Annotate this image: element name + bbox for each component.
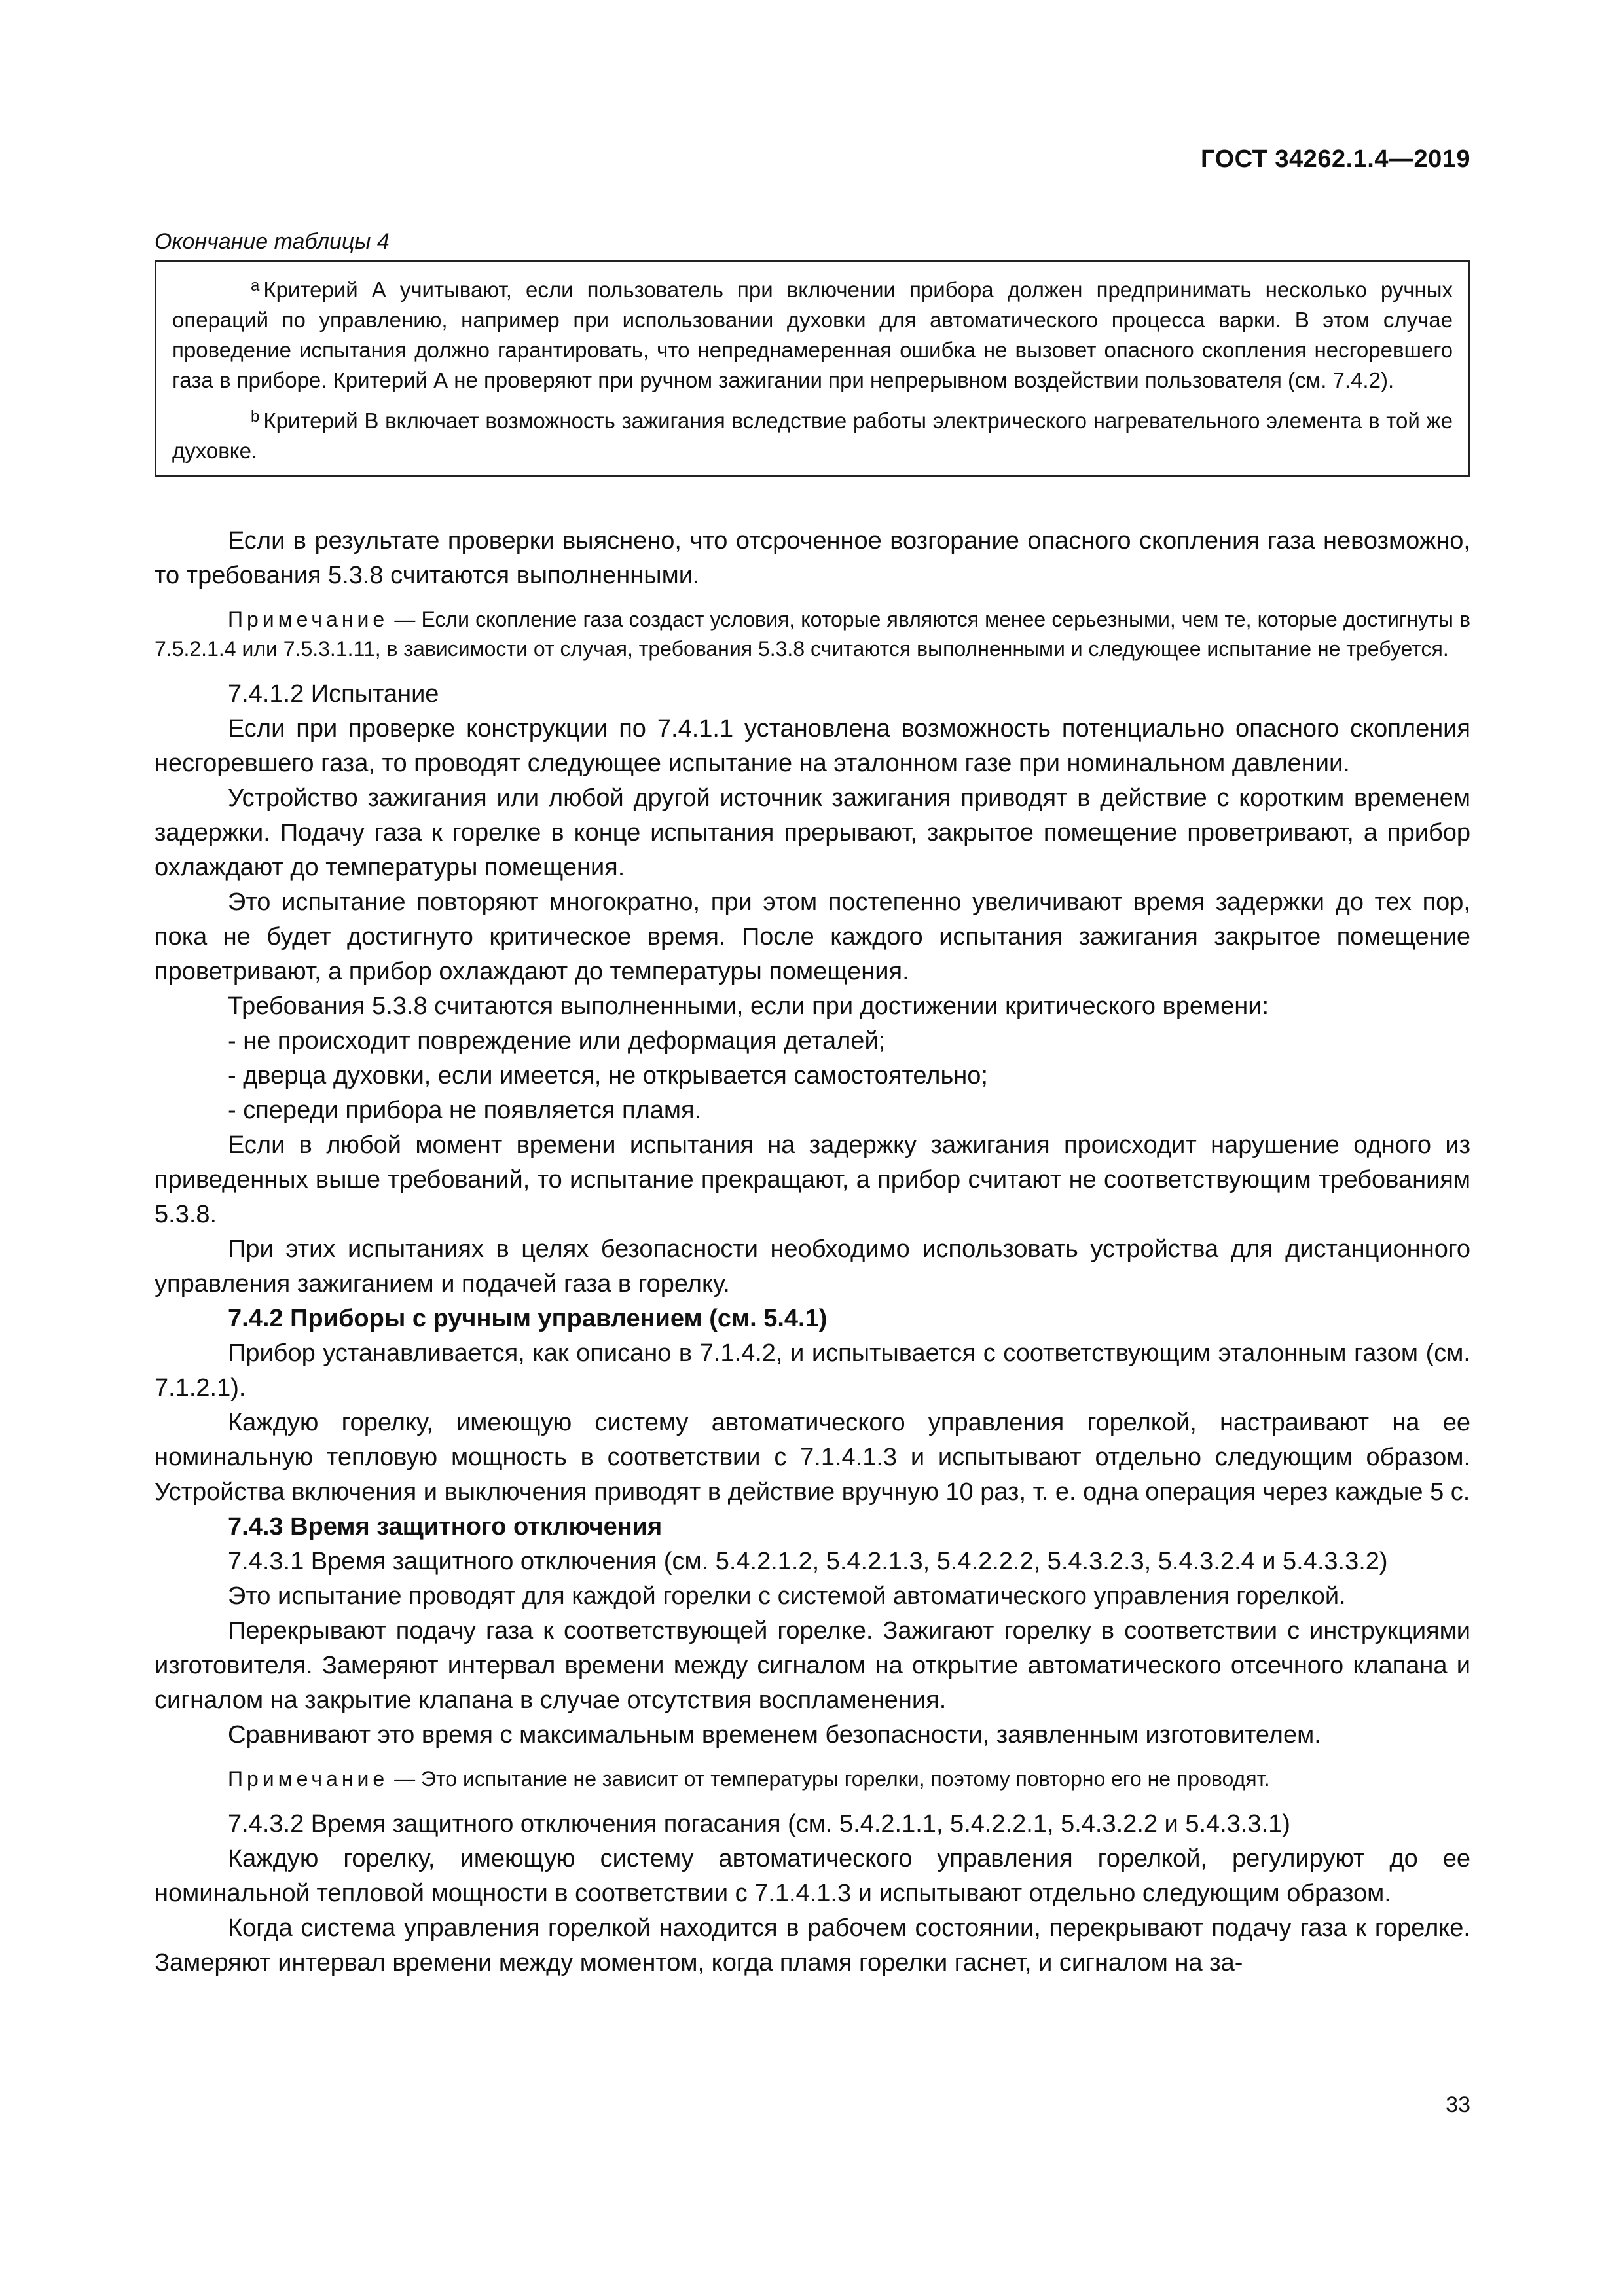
paragraph: Если в любой момент времени испытания на задержку зажигания происходит нарушение одного из приведенных выше требований, то испытание прекращают, а прибор считают не соответствующим требованиям 5.3.8. [155, 1131, 1470, 1228]
note-label: Примечание [228, 1767, 389, 1791]
paragraph: Устройство зажигания или любой другой источник зажигания приводят в действие с коротким временем задержки. Подачу газа к горелке в конце испытания прерывают, закрытое помещение проветривают, а прибор охлаждают до температуры помещения. [155, 784, 1470, 881]
footnote-text: Критерий А учитывают, если пользователь при включении прибора должен предпринимать несколько ручных операций по управлению, например при использовании духовки для автоматического процесса варки. В этом случае проведение испытания должно гарантировать, что непреднамеренная ошибка не вызовет опасного скопления несгоревшего газа в приборе. Критерий А не проверяют при ручном зажигании при непрерывном воздействии пользователя (см. 7.4.2). [172, 278, 1453, 392]
paragraph: Каждую горелку, имеющую систему автоматического управления горелкой, регулируют до ее номинальной тепловой мощности в соответствии с 7.1.4.1.3 и испытывают отдельно следующим образом. [155, 1845, 1470, 1907]
note-text: — Это испытание не зависит от температуры горелки, поэтому повторно его не проводят. [388, 1767, 1270, 1791]
paragraph: Когда система управления горелкой находится в рабочем состоянии, перекрывают подачу газа к горелке. Замеряют интервал времени между моментом, когда пламя горелки гаснет, и сигналом на за- [155, 1914, 1470, 1977]
paragraph: При этих испытаниях в целях безопасности необходимо использовать устройства для дистанционного управления зажиганием и подачей газа в горелку. [155, 1235, 1470, 1298]
body-text [155, 524, 1470, 1980]
footnote-mark: a [251, 277, 260, 295]
list-item: - спереди прибора не появляется пламя. [155, 1093, 1470, 1128]
table-caption: Окончание таблицы 4 [155, 229, 390, 254]
footnote-b [172, 402, 1453, 466]
subsection-heading: 7.4.3.2 Время защитного отключения погасания (см. 5.4.2.1.1, 5.4.2.2.1, 5.4.3.2.2 и 5.4.3.3.1) [228, 1810, 1290, 1838]
footnote-text: Критерий В включает возможность зажигания вследствие работы электрического нагревательного элемента в той же духовке. [172, 409, 1453, 463]
paragraph: Прибор устанавливается, как описано в 7.1.4.2, и испытывается с соответствующим эталонным газом (см. 7.1.2.1). [155, 1339, 1470, 1402]
paragraph: Требования 5.3.8 считаются выполненными, если при достижении критического времени: [228, 993, 1269, 1020]
page-number: 33 [1446, 2092, 1470, 2117]
paragraph: Если при проверке конструкции по 7.4.1.1 установлена возможность потенциально опасного скопления несгоревшего газа, то проводят следующее испытание на эталонном газе при номинальном давлении. [155, 715, 1470, 777]
table-footnotes [155, 260, 1470, 477]
paragraph: Перекрывают подачу газа к соответствующей горелке. Зажигают горелку в соответствии с инструкциями изготовителя. Замеряют интервал времени между сигналом на открытие автоматического отсечного клапана и сигналом на закрытие клапана в случае отсутствия воспламенения. [155, 1617, 1470, 1714]
footnote-a [172, 271, 1453, 395]
note-text: — Если скопление газа создаст условия, которые являются менее серьезными, чем те, которые достигнуты в 7.5.2.1.4 или 7.5.3.1.11, в зависимости от случая, требования 5.3.8 считаются выполненными и следующее испытание не требуется. [155, 608, 1470, 661]
paragraph: Сравнивают это время с максимальным временем безопасности, заявленным изготовителем. [228, 1721, 1321, 1749]
paragraph: Каждую горелку, имеющую систему автоматического управления горелкой, настраивают на ее номинальную тепловую мощность в соответствии с 7.1.4.1.3 и испытывают отдельно следующим образом. Устройства включения и выключения приводят в действие вручную 10 раз, т. е. одна операция через каждые 5 с. [155, 1409, 1470, 1506]
list-item: - не происходит повреждение или деформация деталей; [155, 1024, 1470, 1059]
paragraph: Это испытание повторяют многократно, при этом постепенно увеличивают время задержки до тех пор, пока не будет достигнуто критическое время. После каждого испытания зажигания закрытое помещение проветривают, а прибор охлаждают до температуры помещения. [155, 888, 1470, 985]
note [155, 605, 1470, 664]
footnote-mark: b [251, 408, 260, 426]
paragraph: Это испытание проводят для каждой горелки с системой автоматического управления горелкой. [228, 1582, 1346, 1610]
section-heading: 7.4.1.2 Испытание [228, 680, 439, 708]
list-item: - дверца духовки, если имеется, не открывается самостоятельно; [155, 1059, 1470, 1093]
requirements-list [155, 1024, 1470, 1128]
paragraph: Если в результате проверки выяснено, что отсроченное возгорание опасного скопления газа невозможно, то требования 5.3.8 считаются выполненными. [155, 527, 1470, 589]
section-heading: 7.4.2 Приборы с ручным управлением (см. 5.4.1) [228, 1305, 828, 1332]
section-heading: 7.4.3 Время защитного отключения [228, 1513, 663, 1540]
subsection-heading: 7.4.3.1 Время защитного отключения (см. 5.4.2.1.2, 5.4.2.1.3, 5.4.2.2.2, 5.4.3.2.3, 5.4.3.2.4 и 5.4.3.3.2) [228, 1548, 1388, 1575]
note [155, 1764, 1470, 1794]
document-code: ГОСТ 34262.1.4—2019 [1201, 145, 1470, 173]
document-page [155, 0, 1470, 2296]
note-label: Примечание [228, 608, 389, 631]
